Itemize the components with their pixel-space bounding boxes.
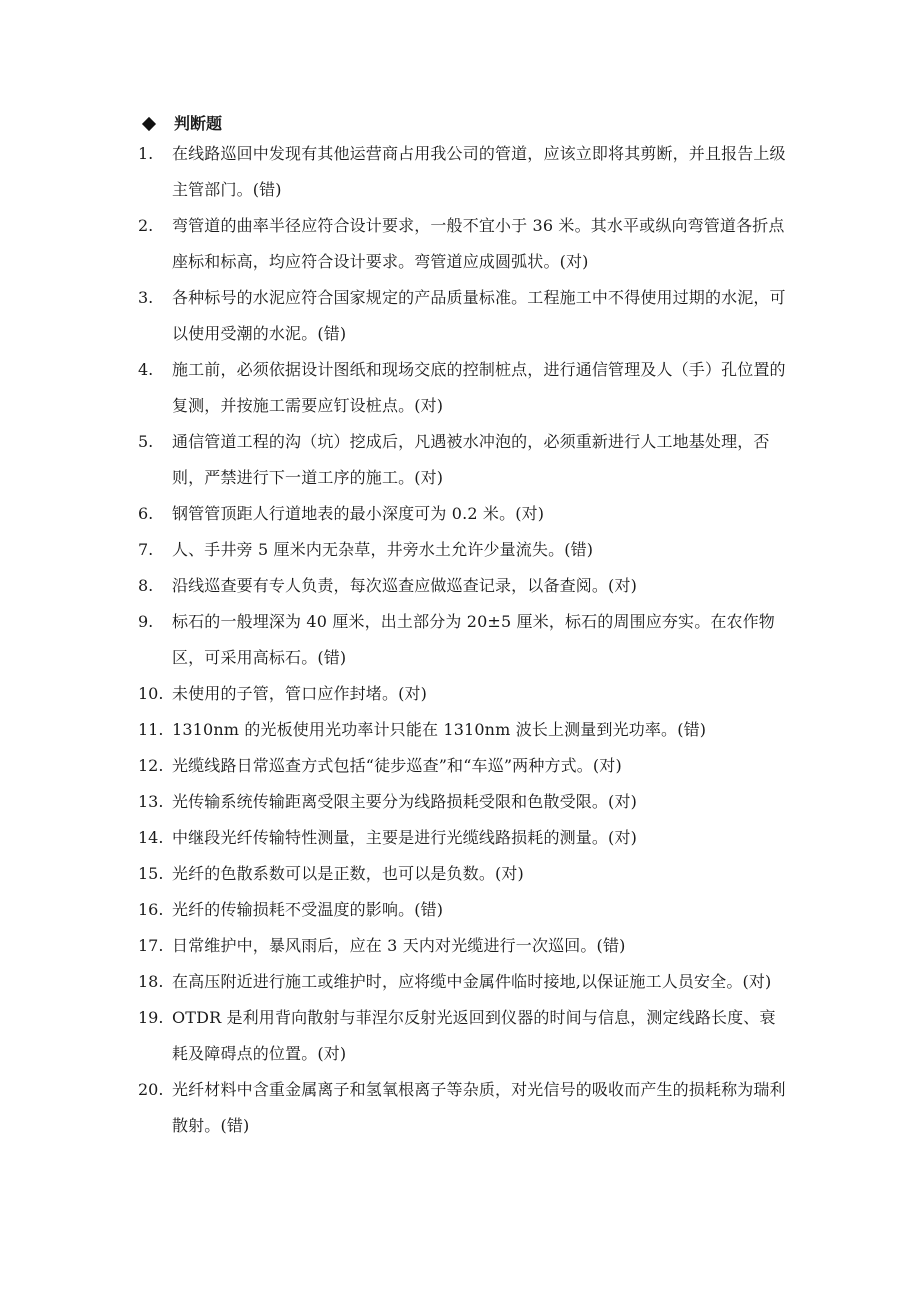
question-text: 光缆线路日常巡查方式包括“徒步巡查”和“车巡”两种方式。(对)	[172, 756, 622, 775]
question-text: 各种标号的水泥应符合国家规定的产品质量标准。工程施工中不得使用过期的水泥，可以使用受潮的水泥。(错)	[172, 288, 786, 343]
question-item	[138, 424, 788, 496]
question-item	[138, 892, 788, 928]
question-item	[138, 712, 788, 748]
question-text: 在高压附近进行施工或维护时，应将缆中金属件临时接地,以保证施工人员安全。(对)	[172, 972, 772, 991]
question-text: 中继段光纤传输特性测量，主要是进行光缆线路损耗的测量。(对)	[172, 828, 637, 847]
question-text: 光纤的色散系数可以是正数，也可以是负数。(对)	[172, 864, 524, 883]
question-text: 光传输系统传输距离受限主要分为线路损耗受限和色散受限。(对)	[172, 792, 637, 811]
question-list	[138, 136, 788, 1144]
question-text: 钢管管顶距人行道地表的最小深度可为 0.2 米。(对)	[172, 504, 545, 523]
question-number: 12.	[138, 756, 164, 775]
question-item	[138, 604, 788, 676]
question-text: 在线路巡回中发现有其他运营商占用我公司的管道，应该立即将其剪断，并且报告上级主管部门。(错)	[172, 144, 786, 199]
question-number: 3.	[138, 288, 154, 307]
question-item	[138, 820, 788, 856]
question-number: 7.	[138, 540, 154, 559]
question-item	[138, 208, 788, 280]
question-text: 1310nm 的光板使用光功率计只能在 1310nm 波长上测量到光功率。(错)	[172, 720, 707, 739]
question-item	[138, 856, 788, 892]
question-text: 通信管道工程的沟（坑）挖成后，凡遇被水冲泡的，必须重新进行人工地基处理，否则，严禁进行下一道工序的施工。(对)	[172, 432, 770, 487]
diamond-bullet-icon	[142, 117, 156, 131]
question-text: 弯管道的曲率半径应符合设计要求，一般不宜小于 36 米。其水平或纵向弯管道各折点座标和标高，均应符合设计要求。弯管道应成圆弧状。(对)	[172, 216, 785, 271]
question-item	[138, 1072, 788, 1144]
question-item	[138, 1000, 788, 1072]
question-item	[138, 784, 788, 820]
question-item	[138, 748, 788, 784]
section-heading	[140, 112, 222, 136]
question-number: 19.	[138, 1008, 164, 1027]
question-text: 沿线巡查要有专人负责，每次巡查应做巡查记录，以备查阅。(对)	[172, 576, 637, 595]
question-item	[138, 964, 788, 1000]
question-item	[138, 280, 788, 352]
question-number: 10.	[138, 684, 164, 703]
question-item	[138, 928, 788, 964]
question-number: 6.	[138, 504, 154, 523]
question-text: OTDR 是利用背向散射与菲涅尔反射光返回到仪器的时间与信息，测定线路长度、衰耗及障碍点的位置。(对)	[172, 1008, 776, 1063]
question-item	[138, 568, 788, 604]
question-item	[138, 136, 788, 208]
question-text: 未使用的子管，管口应作封堵。(对)	[172, 684, 428, 703]
question-text: 日常维护中，暴风雨后，应在 3 天内对光缆进行一次巡回。(错)	[172, 936, 626, 955]
question-number: 14.	[138, 828, 164, 847]
question-item	[138, 496, 788, 532]
question-number: 18.	[138, 972, 164, 991]
question-number: 8.	[138, 576, 154, 595]
question-item	[138, 352, 788, 424]
question-text: 光纤的传输损耗不受温度的影响。(错)	[172, 900, 444, 919]
question-text: 标石的一般埋深为 40 厘米，出土部分为 20±5 厘米，标石的周围应夯实。在农作物区，可采用高标石。(错)	[172, 612, 775, 667]
section-title: 判断题	[174, 114, 223, 133]
question-number: 9.	[138, 612, 154, 631]
question-number: 16.	[138, 900, 164, 919]
question-number: 13.	[138, 792, 164, 811]
question-number: 20.	[138, 1080, 164, 1099]
question-number: 5.	[138, 432, 154, 451]
question-item	[138, 532, 788, 568]
question-number: 17.	[138, 936, 164, 955]
question-text: 人、手井旁 5 厘米内无杂草，井旁水土允许少量流失。(错)	[172, 540, 594, 559]
question-text: 施工前，必须依据设计图纸和现场交底的控制桩点，进行通信管理及人（手）孔位置的复测，并按施工需要应钉设桩点。(对)	[172, 360, 786, 415]
question-number: 2.	[138, 216, 154, 235]
question-text: 光纤材料中含重金属离子和氢氧根离子等杂质，对光信号的吸收而产生的损耗称为瑞利散射。(错)	[172, 1080, 786, 1135]
question-item	[138, 676, 788, 712]
question-number: 11.	[138, 720, 164, 739]
question-number: 1.	[138, 144, 154, 163]
question-number: 4.	[138, 360, 154, 379]
question-number: 15.	[138, 864, 164, 883]
